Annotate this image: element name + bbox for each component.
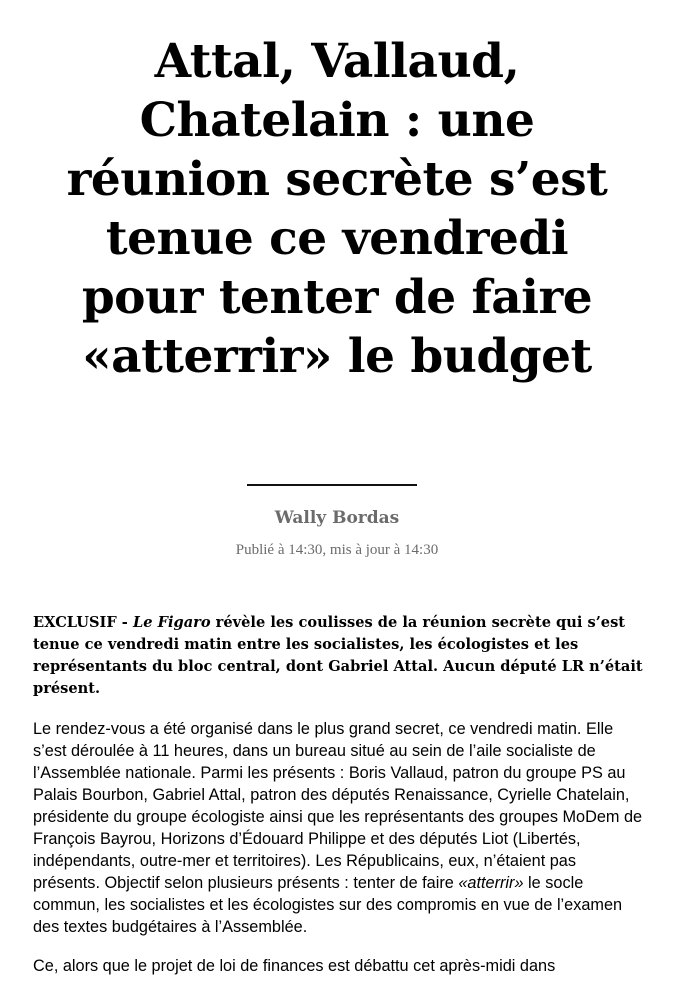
article-headline: Attal, Vallaud, Chatelain : une réunion secrète s’est tenue ce vendredi pour tenter de faire «atterrir» le budget (66, 34, 608, 384)
publication-date: Publié à 14:30, mis à jour à 14:30 (235, 542, 439, 558)
paragraph-1-italic-quote: «atterrir» (458, 874, 524, 892)
headline-divider (247, 484, 417, 486)
paragraph-1-text-end: le socle commun, les socialistes et les écologistes sur des compromis en vue de l’examen des textes budgétaires à l’Assemblée. (33, 874, 623, 936)
article-lead (33, 612, 645, 700)
exclusive-label: EXCLUSIF - (33, 614, 128, 631)
article-paragraph-2: Ce, alors que le projet de loi de finances est débattu cet après-midi dans (33, 957, 556, 975)
paragraph-1-text-start: Le rendez-vous a été organisé dans le plus grand secret, ce vendredi matin. Elle s’est déroulée à 11 heures, dans un bureau situé au sein de l’aile socialiste de l’Assemblée nationale. Parmi les présents : Boris Vallaud, patron du groupe PS au Palais Bourbon, Gabriel Attal, patron des députés Renaissance, Cyrielle Chatelain, présidente du groupe écologiste ainsi que les représentants des groupes MoDem de François Bayrou, Horizons d’Édouard Philippe et des députés Liot (Libertés, indépendants, outre-mer et territoires). Les Républicains, eux, n’étaient pas présents. Objectif selon plusieurs présents : tenter de faire (33, 720, 643, 892)
source-name: Le Figaro (132, 614, 211, 631)
author-name[interactable]: Wally Bordas (274, 508, 400, 528)
article-paragraph-1 (33, 718, 645, 938)
lead-text: révèle les coulisses de la réunion secrète qui s’est tenue ce vendredi matin entre les socialistes, les écologistes et les représentants du bloc central, dont Gabriel Attal. Aucun député LR n’était présent. (33, 614, 643, 697)
